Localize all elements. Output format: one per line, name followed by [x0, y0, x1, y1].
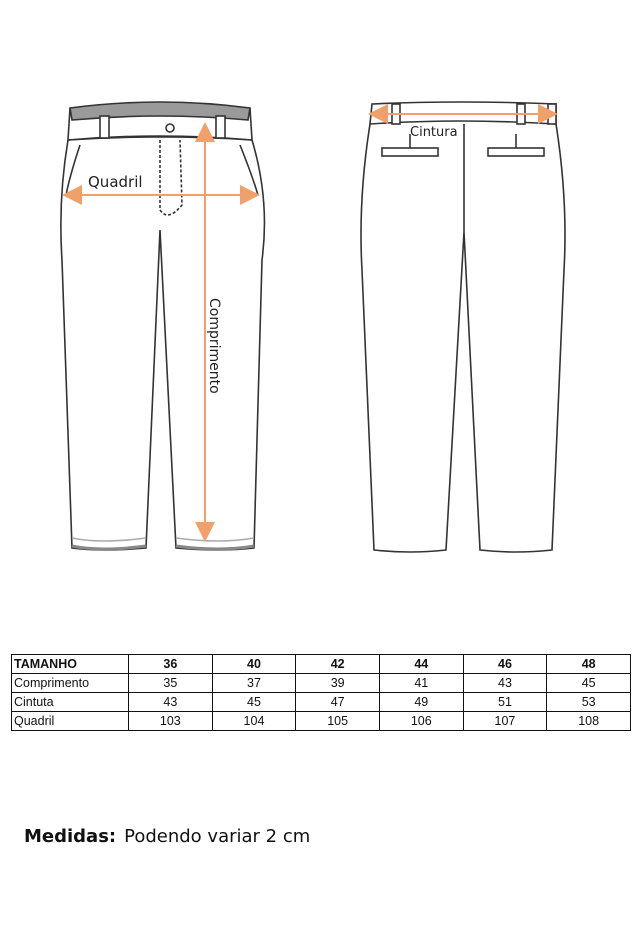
length-label: Comprimento: [206, 298, 222, 394]
row-label-waist: Cintuta: [12, 693, 129, 712]
row-label-length: Comprimento: [12, 674, 129, 693]
size-36: 36: [129, 655, 213, 674]
table-cell: 47: [296, 693, 380, 712]
size-40: 40: [212, 655, 296, 674]
table-cell: 35: [129, 674, 213, 693]
row-label-hip: Quadril: [12, 712, 129, 731]
back-pants: [361, 102, 565, 552]
table-row: [12, 674, 631, 693]
table-cell: 43: [463, 674, 547, 693]
table-cell: 108: [547, 712, 631, 731]
size-44: 44: [379, 655, 463, 674]
note-text: Podendo variar 2 cm: [124, 826, 311, 847]
table-cell: 53: [547, 693, 631, 712]
waist-label: Cintura: [410, 125, 458, 140]
table-cell: 39: [296, 674, 380, 693]
table-row: [12, 693, 631, 712]
table-cell: 105: [296, 712, 380, 731]
table-cell: 51: [463, 693, 547, 712]
note-title: Medidas:: [24, 826, 117, 847]
size-table: [11, 654, 631, 731]
table-cell: 43: [129, 693, 213, 712]
table-cell: 49: [379, 693, 463, 712]
table-cell: 41: [379, 674, 463, 693]
table-cell: 103: [129, 712, 213, 731]
table-header-row: [12, 655, 631, 674]
front-pants: [61, 102, 265, 550]
table-row: [12, 712, 631, 731]
table-cell: 45: [212, 693, 296, 712]
hip-label: Quadril: [88, 173, 143, 191]
size-46: 46: [463, 655, 547, 674]
table-cell: 37: [212, 674, 296, 693]
table-cell: 45: [547, 674, 631, 693]
table-cell: 104: [212, 712, 296, 731]
table-header-label: TAMANHO: [12, 655, 129, 674]
table-cell: 107: [463, 712, 547, 731]
size-48: 48: [547, 655, 631, 674]
table-cell: 106: [379, 712, 463, 731]
measurement-note: [24, 826, 310, 847]
size-42: 42: [296, 655, 380, 674]
